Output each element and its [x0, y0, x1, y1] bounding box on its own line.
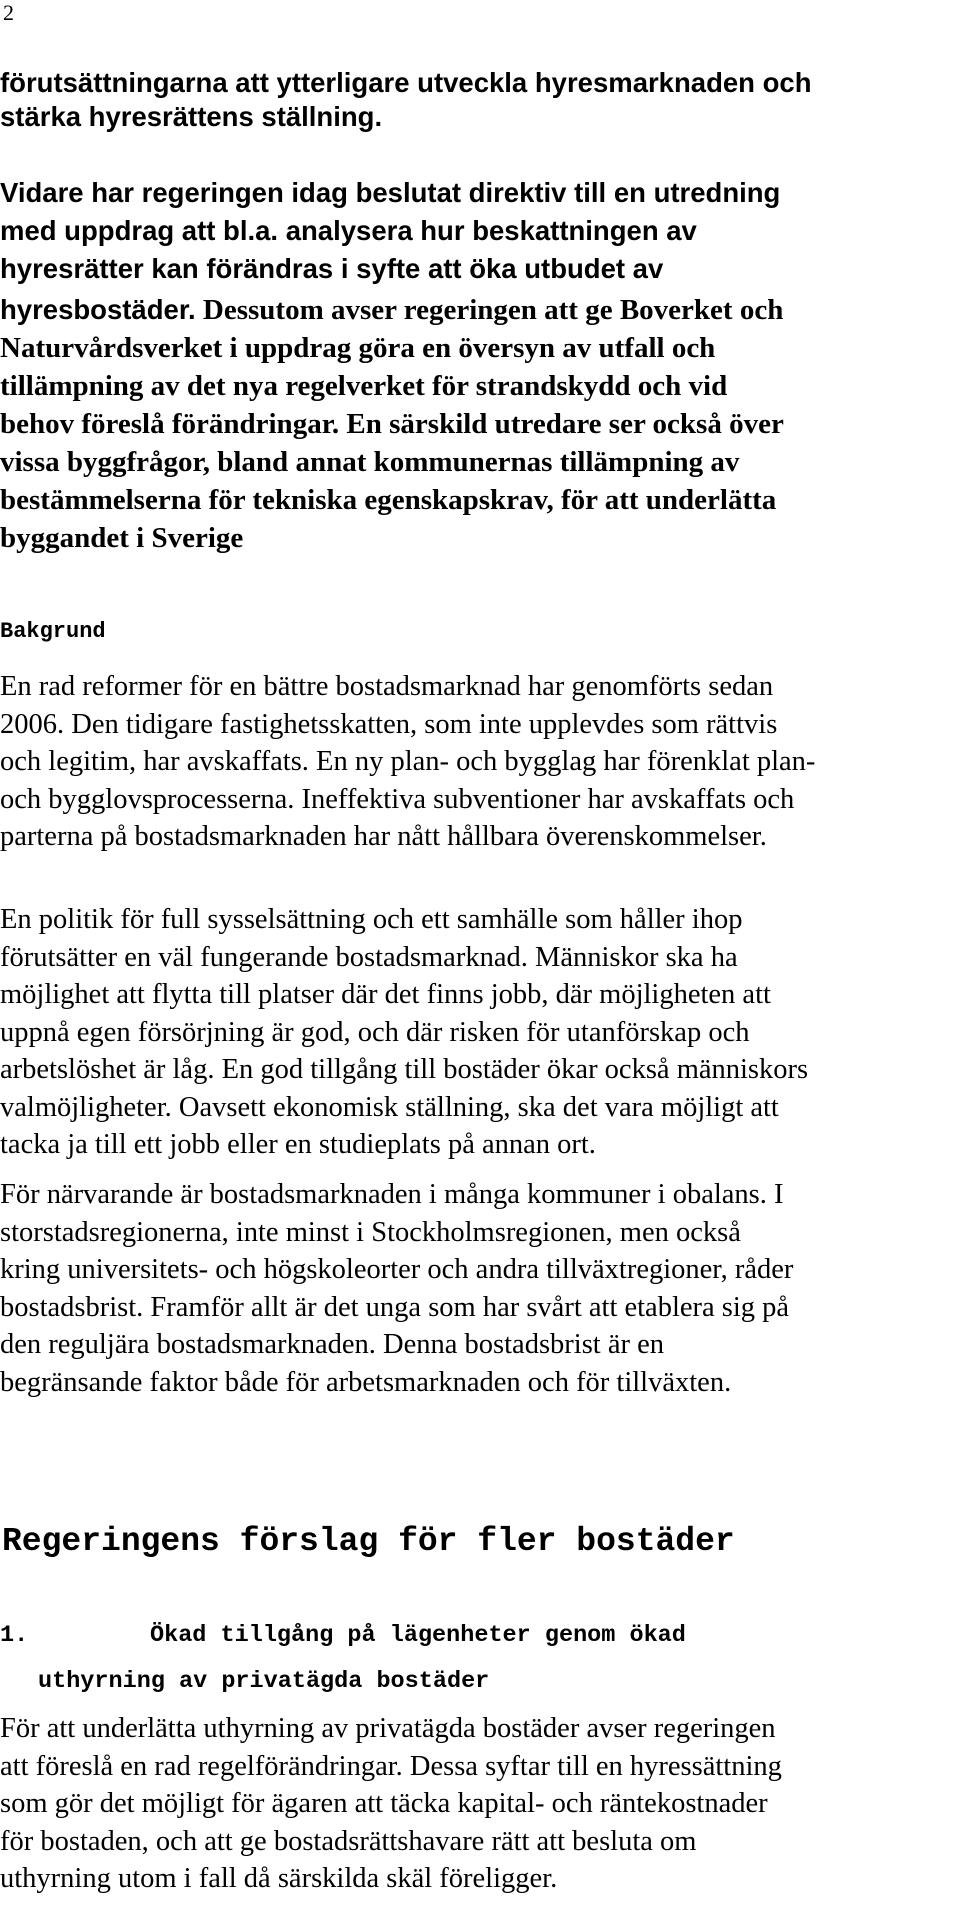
paragraph-housing-shortage	[0, 1176, 793, 1401]
text-line: uthyrning utom i fall då särskilda skäl föreligger.	[0, 1863, 558, 1894]
text-line-mixed	[0, 291, 784, 329]
text-line: för bostaden, och att ge bostadsrättshavare rätt att besluta om	[0, 1825, 697, 1857]
text-line: den reguljära bostadsmarknaden. Denna bostadsbrist är en	[0, 1329, 664, 1360]
text-line: möjlighet att flytta till platser där det finns jobb, där möjligheten att	[0, 979, 771, 1010]
text-line: valmöjligheter. Oavsett ekonomisk ställning, ska det vara möjligt att	[0, 1091, 779, 1123]
text-segment: Dessutom avser regeringen att ge Boverket och	[195, 294, 784, 326]
text-line: att föreslå en rad regelförändringar. Dessa syftar till en hyressättning	[0, 1750, 782, 1782]
text-line: 2006. Den tidigare fastighetsskatten, som inte upplevdes som rättvis	[0, 708, 778, 740]
page-number: 2	[3, 0, 14, 25]
text-line: tillämpning av det nya regelverket för strandskydd och vid	[0, 370, 728, 402]
section-heading-bakgrund: Bakgrund	[0, 619, 106, 644]
text-line: vissa byggfrågor, bland annat kommunernas tillämpning av	[0, 446, 740, 478]
subheading-item-1	[0, 1613, 686, 1705]
text-line: bostadsbrist. Framför allt är det unga som har svårt att etablera sig på	[0, 1291, 790, 1323]
text-line: med uppdrag att bl.a. analysera hur beskattningen av	[0, 215, 697, 246]
paragraph-employment	[0, 901, 808, 1164]
text-line: tacka ja till ett jobb eller en studieplats på annan ort.	[0, 1129, 596, 1160]
text-line: som gör det möjligt för ägaren att täcka kapital- och räntekostnader	[0, 1788, 768, 1819]
text-line: Naturvårdsverket i uppdrag göra en översyn av utfall och	[0, 332, 716, 364]
text-line: kring universitets- och högskoleorter och andra tillväxtregioner, råder	[0, 1254, 794, 1285]
text-line: En rad reformer för en bättre bostadsmarknad har genomförts sedan	[0, 671, 774, 702]
subheading-line: uthyrning av privatägda bostäder	[38, 1668, 490, 1695]
paragraph-intro	[0, 66, 812, 134]
text-line: begränsande faktor både för arbetsmarknaden och för tillväxten.	[0, 1366, 732, 1398]
text-line: Vidare har regeringen idag beslutat direktiv till en utredning	[0, 177, 781, 208]
text-line: förutsättningarna att ytterligare utveckla hyresmarknaden och	[0, 67, 812, 98]
text-line: hyresrätter kan förändras i syfte att öka utbudet av	[0, 253, 664, 284]
text-line: och legitim, har avskaffats. En ny plan- och bygglag har förenklat plan-	[0, 746, 816, 777]
text-line: behov föreslå förändringar. En särskild utredare ser också över	[0, 408, 784, 440]
subheading-text: Ökad tillgång på lägenheter genom ökad	[150, 1622, 686, 1649]
text-line: förutsätter en väl fungerande bostadsmarknad. Människor ska ha	[0, 941, 738, 973]
text-segment: hyresbostäder.	[0, 294, 196, 325]
text-line: bestämmelserna för tekniska egenskapskrav, för att underlätta	[0, 484, 777, 516]
paragraph-directive	[0, 174, 780, 288]
text-line: stärka hyresrättens ställning.	[0, 101, 383, 132]
text-line: storstadsregionerna, inte minst i Stockholmsregionen, men också	[0, 1216, 741, 1248]
text-line: En politik för full sysselsättning och ett samhälle som håller ihop	[0, 904, 743, 935]
text-line: För närvarande är bostadsmarknaden i många kommuner i obalans. I	[0, 1179, 784, 1210]
paragraph-directive-continued	[0, 291, 784, 557]
text-line: och bygglovsprocesserna. Ineffektiva subventioner har avskaffats och	[0, 783, 795, 815]
subheading-line	[0, 1613, 686, 1659]
text-line: uppnå egen försörjning är god, och där risken för utanförskap och	[0, 1016, 750, 1048]
text-line: arbetslöshet är låg. En god tillgång till bostäder ökar också människors	[0, 1054, 809, 1085]
subheading-number: 1.	[0, 1622, 29, 1649]
paragraph-rental	[0, 1710, 782, 1898]
paragraph-reforms	[0, 668, 815, 856]
text-line: parterna på bostadsmarknaden har nått hållbara överenskommelser.	[0, 821, 767, 852]
text-line: byggandet i Sverige	[0, 522, 244, 554]
main-heading: Regeringens förslag för fler bostäder	[2, 1523, 735, 1560]
text-line: För att underlätta uthyrning av privatägda bostäder avser regeringen	[0, 1713, 776, 1744]
